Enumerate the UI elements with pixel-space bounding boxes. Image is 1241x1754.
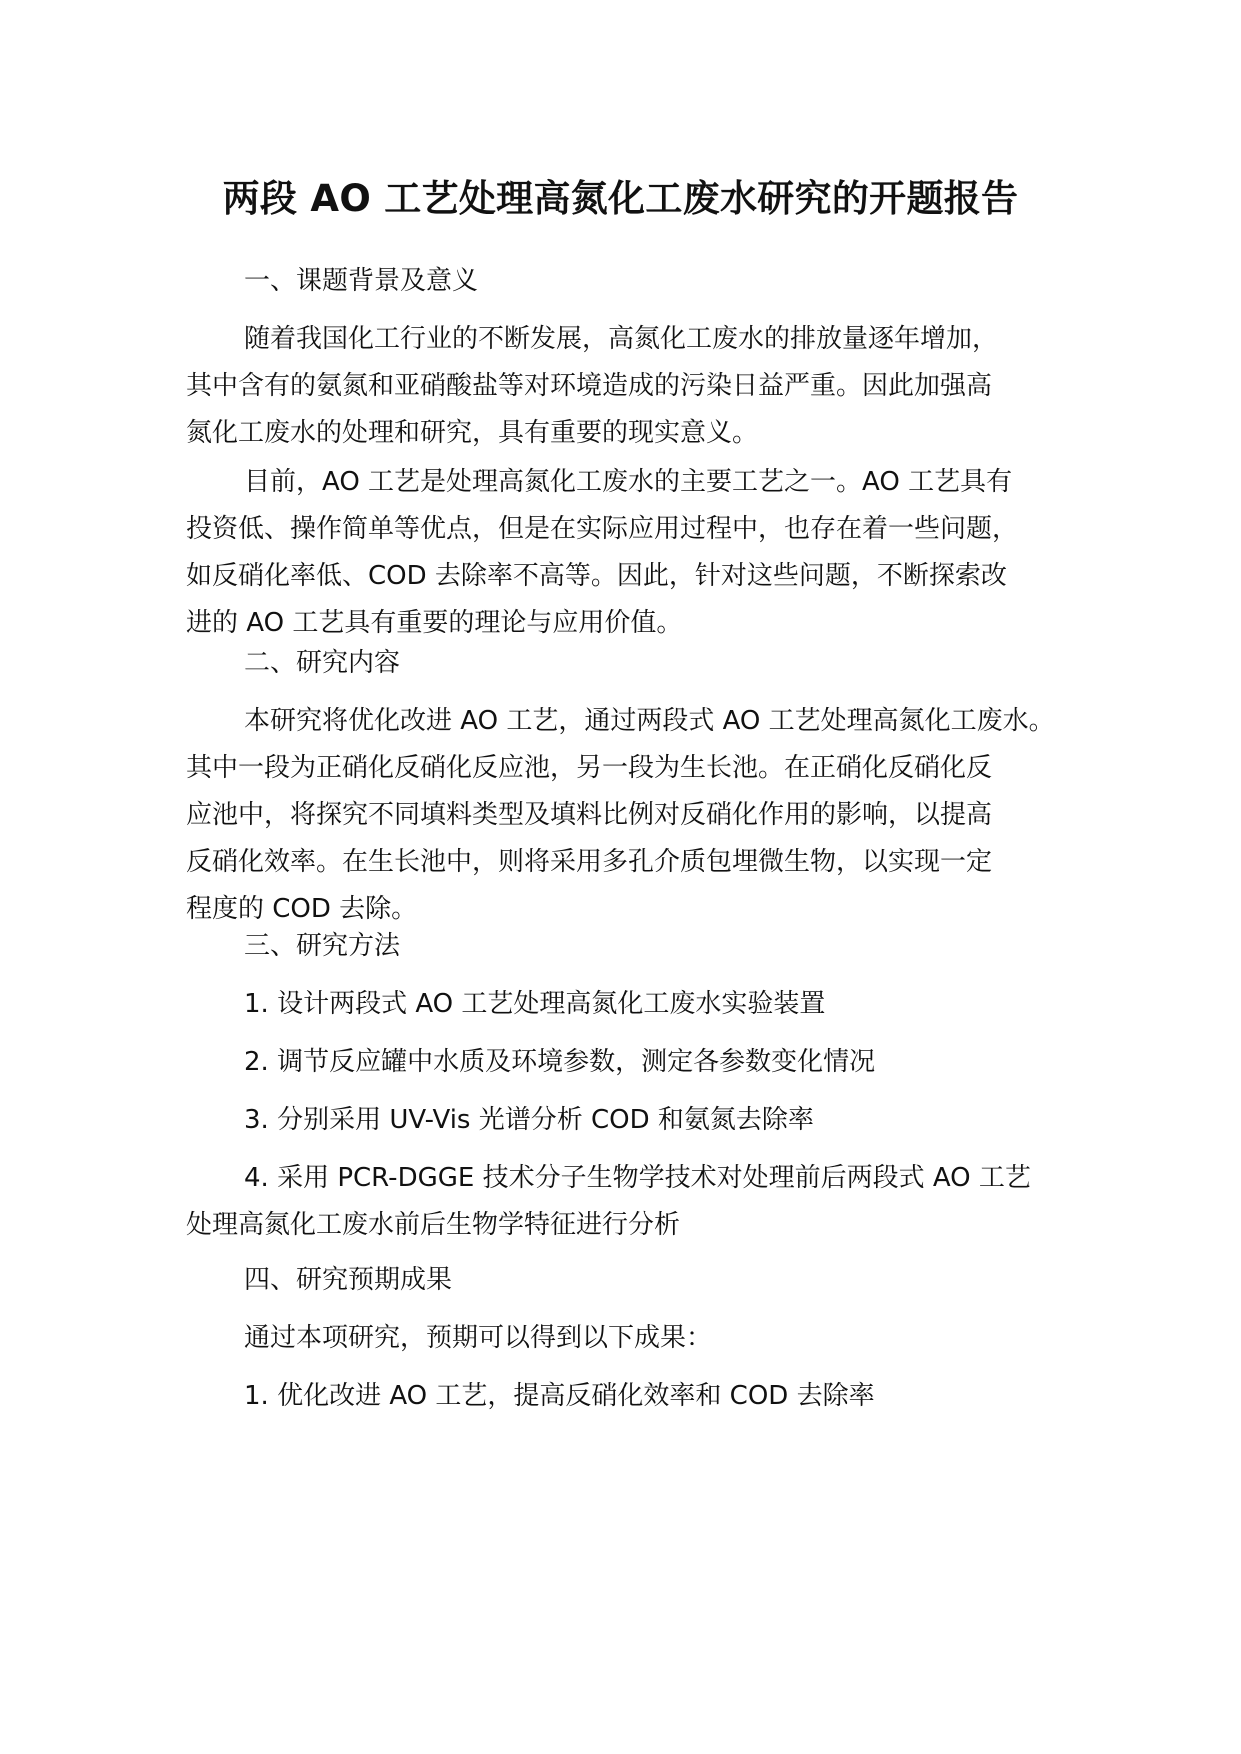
text-line: 投资低、操作简单等优点，但是在实际应用过程中，也存在着一些问题， <box>186 514 1019 544</box>
outcome-item-1 <box>186 1373 1086 1420</box>
method-item-2 <box>186 1039 1086 1086</box>
paragraph-ao-process <box>186 459 1086 647</box>
text-line: 应池中，将探究不同填料类型及填料比例对反硝化作用的影响，以提高 <box>186 800 993 830</box>
text-line: 1. 设计两段式 AO 工艺处理高氮化工废水实验装置 <box>244 989 826 1019</box>
text-line: 4. 采用 PCR-DGGE 技术分子生物学技术对处理前后两段式 AO 工艺 <box>244 1163 1031 1193</box>
text-line: 其中含有的氨氮和亚硝酸盐等对环境造成的污染日益严重。因此加强高 <box>186 371 993 401</box>
text-line: 本研究将优化改进 AO 工艺，通过两段式 AO 工艺处理高氮化工废水。 <box>244 706 1055 736</box>
text-line: 二、研究内容 <box>244 648 401 678</box>
text-line: 进的 AO 工艺具有重要的理论与应用价值。 <box>186 608 683 638</box>
text-line: 其中一段为正硝化反硝化反应池，另一段为生长池。在正硝化反硝化反 <box>186 753 993 783</box>
document-title: 两段 AO 工艺处理高氮化工废水研究的开题报告 <box>222 177 1019 220</box>
paragraph-outcomes-intro <box>186 1315 1086 1362</box>
paragraph-research-content <box>186 698 1086 933</box>
text-line: 如反硝化率低、COD 去除率不高等。因此，针对这些问题，不断探索改 <box>186 561 1007 591</box>
paragraph-background <box>186 316 1086 457</box>
text-line: 三、研究方法 <box>244 931 401 961</box>
method-item-3 <box>186 1097 1086 1144</box>
text-line: 氮化工废水的处理和研究，具有重要的现实意义。 <box>186 418 759 448</box>
text-line: 3. 分别采用 UV-Vis 光谱分析 COD 和氨氮去除率 <box>244 1105 814 1135</box>
text-line: 反硝化效率。在生长池中，则将采用多孔介质包埋微生物，以实现一定 <box>186 847 993 877</box>
text-line: 2. 调节反应罐中水质及环境参数，测定各参数变化情况 <box>244 1047 876 1077</box>
text-line: 程度的 COD 去除。 <box>186 894 418 924</box>
section-heading-outcomes <box>186 1257 1086 1304</box>
text-line: 1. 优化改进 AO 工艺，提高反硝化效率和 COD 去除率 <box>244 1381 875 1411</box>
method-item-4 <box>186 1155 1086 1249</box>
text-line: 一、课题背景及意义 <box>244 266 479 296</box>
text-line: 处理高氮化工废水前后生物学特征进行分析 <box>186 1210 681 1240</box>
text-line: 随着我国化工行业的不断发展，高氮化工废水的排放量逐年增加， <box>244 324 999 354</box>
text-line: 通过本项研究，预期可以得到以下成果： <box>244 1323 713 1353</box>
section-heading-background <box>186 258 1086 305</box>
text-line: 四、研究预期成果 <box>244 1265 453 1295</box>
method-item-1 <box>186 981 1086 1028</box>
section-heading-content <box>186 640 1086 687</box>
text-line: 目前，AO 工艺是处理高氮化工废水的主要工艺之一。AO 工艺具有 <box>244 467 1013 497</box>
section-heading-methods <box>186 923 1086 970</box>
